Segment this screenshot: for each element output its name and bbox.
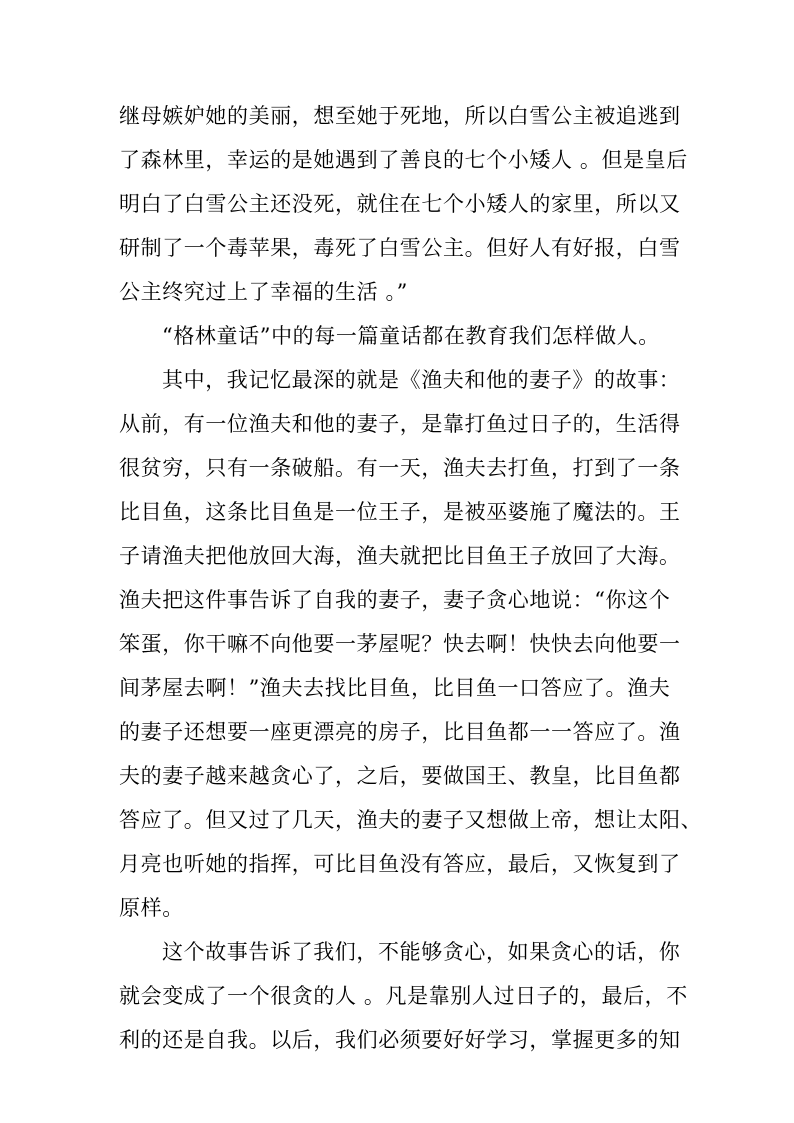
text-line-2: 了森林里，幸运的是她遇到了善良的七个小矮人 。但是皇后 xyxy=(119,148,688,172)
text-line-20: 这个故事告诉了我们，不能够贪心，如果贪心的话，你 xyxy=(162,940,681,964)
text-line-7: 其中，我记忆最深的就是《渔夫和他的妻子》的故事： xyxy=(162,368,681,392)
text-line-10: 比目鱼，这条比目鱼是一位王子，是被巫婆施了魔法的。王 xyxy=(119,500,681,524)
text-line-11: 子请渔夫把他放回大海，渔夫就把比目鱼王子放回了大海。 xyxy=(119,544,681,568)
text-line-15: 的妻子还想要一座更漂亮的房子，比目鱼都一一答应了。渔 xyxy=(119,720,681,744)
text-line-5: 公主终究过上了幸福的生活 。” xyxy=(119,280,408,304)
text-line-16: 夫的妻子越来越贪心了，之后，要做国王、教皇，比目鱼都 xyxy=(119,764,681,788)
text-line-19: 原样。 xyxy=(119,896,184,920)
text-line-9: 很贫穷，只有一条破船。有一天，渔夫去打鱼，打到了一条 xyxy=(119,456,681,480)
text-line-3: 明白了白雪公主还没死，就住在七个小矮人的家里，所以又 xyxy=(119,192,681,216)
text-line-8: 从前，有一位渔夫和他的妻子，是靠打鱼过日子的，生活得 xyxy=(119,412,681,436)
text-line-21: 就会变成了一个很贪的人 。凡是靠别人过日子的，最后，不 xyxy=(119,984,688,1008)
text-line-17: 答应了。但又过了几天，渔夫的妻子又想做上帝，想让太阳、 xyxy=(119,808,703,832)
text-line-12: 渔夫把这件事告诉了自我的妻子，妻子贪心地说：“你这个 xyxy=(119,588,671,612)
text-line-13: 笨蛋，你干嘛不向他要一茅屋呢？快去啊！快快去向他要一 xyxy=(119,632,681,656)
text-line-22: 利的还是自我。以后，我们必须要好好学习，掌握更多的知 xyxy=(119,1028,681,1052)
text-line-1: 继母嫉妒她的美丽，想至她于死地，所以白雪公主被追逃到 xyxy=(119,104,681,128)
text-line-14: 间茅屋去啊！”渔夫去找比目鱼，比目鱼一口答应了。渔夫 xyxy=(119,676,671,700)
text-line-4: 研制了一个毒苹果，毒死了白雪公主。但好人有好报，白雪 xyxy=(119,236,681,260)
text-line-6: “格林童话”中的每一篇童话都在教育我们怎样做人。 xyxy=(162,324,660,348)
text-line-18: 月亮也听她的指挥，可比目鱼没有答应，最后，又恢复到了 xyxy=(119,852,681,876)
